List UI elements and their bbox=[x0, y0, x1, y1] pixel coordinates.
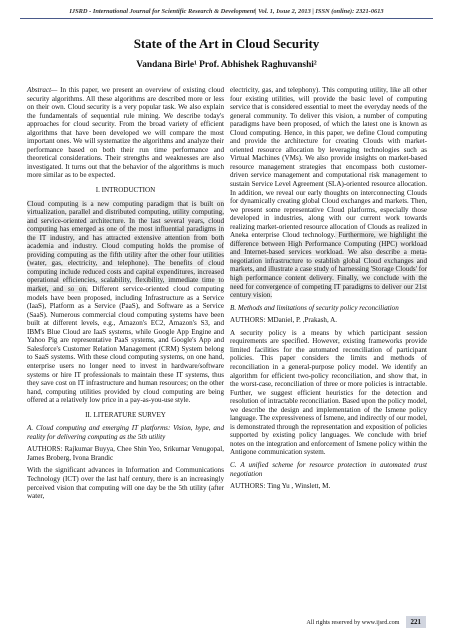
subsection-c-title: C. A unified scheme for resource protection in automated trust negotiation bbox=[230, 460, 427, 478]
left-column bbox=[27, 86, 224, 505]
header-divider bbox=[20, 18, 433, 19]
subsection-a-title: A. Cloud computing and emerging IT platforms: Vision, hype, and reality for delivering computing as the 5th utility bbox=[27, 424, 224, 441]
subsection-b-authors: AUTHORS: MDaniel, P. ,Prakash, A. bbox=[230, 316, 337, 325]
subsection-b-title: B. Methods and limitations of security policy reconciliation bbox=[230, 303, 399, 312]
intro-paragraph bbox=[27, 200, 224, 405]
subsection-b-text: A security policy is a means by which participant session requirements are specified. However, existing frameworks provide limited facilities for the automated reconciliation of participant policies. This paper considers the limits and methods of reconciliation in a general-purpose policy model. We identify an algorithm for efficient two-policy reconciliation, and show that, in the worst-case, reconciliation of three or more policies is intractable. Further, we suggest efficient heuristics for the detection and resolution of intractable reconciliation. Based upon the policy model, we describe the design and implementation of the Ismene policy language. The expressiveness of Ismene, and indirectly of our model, is demonstrated through the representation and exposition of policies supported by existing policy languages. We conclude with brief notes on the integration and enforcement of Ismene policy within the Antigone communication system. bbox=[230, 328, 427, 457]
subsection-a-text-start: With the significant advances in Information and Communications Technology (ICT) over the last half century, there is an increasingly perceived vision that computing will one day be the 5th utility (after water, bbox=[27, 466, 224, 501]
abstract bbox=[27, 86, 224, 180]
intro-text: Different service-oriented cloud computing models have been proposed, including Infrastructure as a Service (IaaS), Platform as a Service (PaaS), and Software as a Service (SaaS). Numerous commercial cloud computing systems have been built at different levels, e.g., Amazon's EC2, Amazon's S3, and IBM's Blue Cloud are IaaS systems, while Google App Engine and Yahoo Pig are representative PaaS systems, and Google's App and Salesforce's Customer Relation Management (CRM) System belong to SaaS systems. With these cloud computing systems, on one hand, enterprise users no longer need to invest in hardware/software systems or hire IT professionals to maintain these IT systems, thus they save cost on IT infrastructure and human resources; on the other hand, computing utilities provided by cloud computing are being offered at a relatively low price in a pay-as-you-use style. bbox=[27, 285, 224, 405]
paper-authors: Vandana Birle¹ Prof. Abhishek Raghuvanshi² bbox=[136, 60, 317, 70]
subsection-a-text-main: electricity, gas, and telephony). This computing utility, like all other four existing utilities, will provide the basic level of computing service that is considered essential to meet the everyday needs of the general community. To deliver this vision, a number of computing paradigms have been proposed, of which the latest one is known as Cloud computing. Hence, in this paper, we define Cloud computing and provide the architecture for creating Clouds with market-oriented resource allocation by leveraging technologies such as Virtual Machines (VMs). We also provide insights on market-based resource management strategies that encompass both customer-driven service management and computational risk management to sustain Service Level Agreement (SLA)-oriented resource allocation. In addition, we reveal our early thoughts on interconnecting Clouds for dynamically creating global Cloud exchanges and markets. Then, we present some representative Cloud platforms, especially those developed in industries, along with our current work towards realizing market-oriented resource allocation of Clouds as realized in Aneka enterprise Cloud technology. bbox=[230, 86, 427, 240]
intro-text-highlighted: Cloud computing is a new computing paradigm that is built on virtualization, parallel and distributed computing, utility computing, and service-oriented architecture. In the last several years, cloud computing has emerged as one of the most influential paradigms in the IT industry, and has attracted extensive attention from both academia and industry. Cloud computing holds the promise of providing computing as the fifth utility after the other four utilities (water, gas, electricity, and telephone). The benefits of cloud computing include reduced costs and capital expenditures, increased operational efficiencies, scalability, flexibility, immediate time to market, and so on. bbox=[27, 199, 224, 294]
abstract-label: Abstract— bbox=[27, 86, 58, 94]
journal-header: IJSRD - International Journal for Scientific Research & Development| Vol. 1, Issue 2, 2013 | ISSN (online): 2321-0613 bbox=[69, 8, 384, 15]
abstract-text: In this paper, we present an overview of existing cloud security algorithms. All these algorithms are described more or less on their own. Cloud security is a very popular task. We also explain the fundamentals of sequential rule mining. We describe today's approaches for cloud security. From the broad variety of efficient algorithms that have been developed we will compare the most important ones. We will systematize the algorithms and analyze their performance based on both their run time performance and theoretical considerations. Their strengths and weaknesses are also investigated. It turns out that the behavior of the algorithms is much more similar as to be expected. bbox=[27, 86, 224, 180]
survey-heading: II. LITERATURE SURVEY bbox=[85, 410, 166, 419]
subsection-c-authors: AUTHORS: Ting Yu , Winslett, M. bbox=[230, 482, 331, 491]
intro-heading: I. INTRODUCTION bbox=[95, 186, 156, 195]
right-column bbox=[230, 86, 427, 495]
subsection-a-authors: AUTHORS: Rajkumar Buyya, Chee Shin Yeo, Srikumar Venugopal, James Broberg, Ivona Brandic bbox=[27, 445, 224, 462]
page-footer bbox=[306, 616, 426, 628]
subsection-a-text-highlighted: Furthermore, we highlight the difference between High Performance Computing (HPC) workload and Internet-based services workload. We also describe a meta-negotiation infrastructure to establish global Cloud exchanges and markets, and illustrate a case study of harnessing 'Storage Clouds' for high performance content delivery. Finally, we conclude with the need for convergence of competing IT paradigms to deliver our 21st century vision. bbox=[230, 231, 427, 300]
paper-title: State of the Art in Cloud Security bbox=[133, 36, 320, 51]
page-number: 221 bbox=[406, 616, 427, 628]
footer-rights: All rights reserved by www.ijsrd.com bbox=[306, 618, 400, 626]
subsection-a-text-cont bbox=[230, 86, 427, 300]
